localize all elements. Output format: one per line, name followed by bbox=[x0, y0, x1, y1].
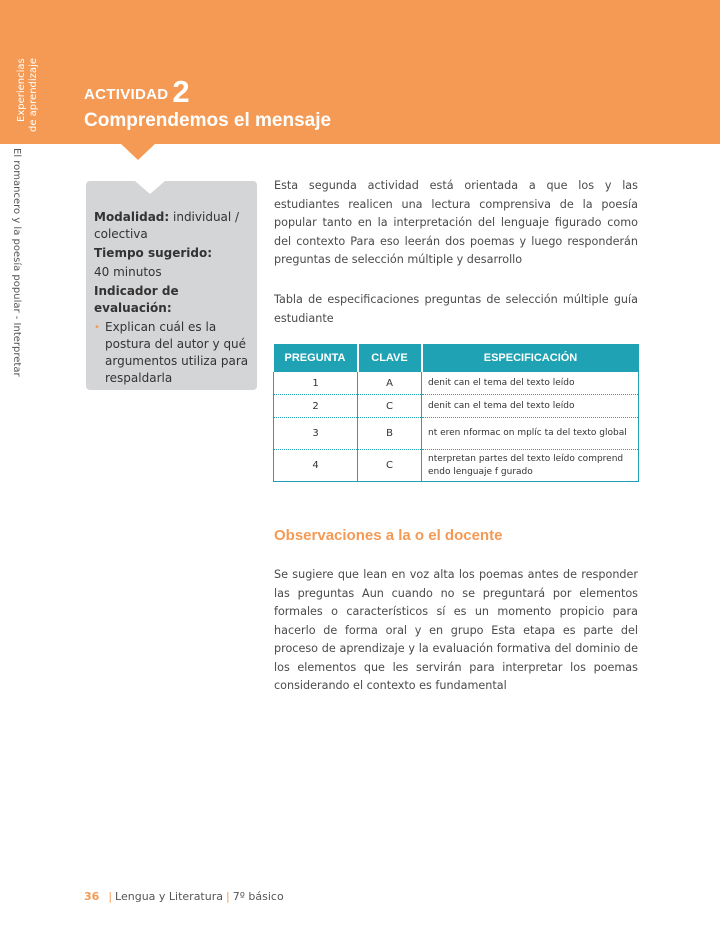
modalidad-value: individual / colectiva bbox=[94, 210, 240, 241]
footer-separator: | bbox=[225, 890, 230, 903]
header-clave: CLAVE bbox=[358, 344, 422, 372]
modalidad-label: Modalidad: bbox=[94, 210, 170, 224]
cell-pregunta: 1 bbox=[274, 372, 358, 395]
observations-title: Observaciones a la o el docente bbox=[274, 527, 503, 544]
indicador-label: Indicador de evaluación: bbox=[94, 284, 179, 315]
cell-pregunta: 2 bbox=[274, 395, 358, 418]
banner-notch bbox=[120, 143, 156, 160]
footer-grade: 7º básico bbox=[232, 890, 284, 903]
footer-separator: | bbox=[108, 890, 113, 903]
bullet-icon: • bbox=[94, 322, 100, 333]
cell-clave: C bbox=[358, 450, 422, 482]
cell-pregunta: 3 bbox=[274, 418, 358, 450]
header-especificacion: ESPECIFICACIÓN bbox=[422, 344, 639, 372]
table-row bbox=[274, 372, 639, 395]
footer bbox=[84, 890, 284, 903]
page-number: 36 bbox=[84, 890, 100, 903]
cell-especificacion: nt eren nformac on mplíc ta del texto global bbox=[422, 418, 639, 450]
modalidad bbox=[94, 209, 254, 243]
info-content bbox=[94, 209, 254, 387]
specification-table bbox=[273, 344, 639, 482]
cell-clave: A bbox=[358, 372, 422, 395]
cell-especificacion: denit can el tema del texto leído bbox=[422, 395, 639, 418]
running-title: El romancero y la poesía popular - Interpretar bbox=[11, 148, 22, 377]
table-row bbox=[274, 418, 639, 450]
table-header-row bbox=[274, 344, 639, 372]
cell-especificacion: nterpretan partes del texto leído comprend endo lenguaje f gurado bbox=[422, 450, 639, 482]
intro-paragraph: Esta segunda actividad está orientada a que los y las estudiantes realicen una lectura comprensiva de la poesía popular tanto en la interpretación del lenguaje figurado como del contexto Para eso leerán dos poemas y luego responderán preguntas de selección múltiple y desarrollo bbox=[274, 179, 638, 266]
cell-clave: C bbox=[358, 395, 422, 418]
info-box bbox=[86, 181, 257, 390]
indicador-item bbox=[94, 319, 254, 387]
activity-number: 2 bbox=[172, 74, 190, 109]
activity-label bbox=[84, 74, 190, 110]
cell-especificacion: denit can el tema del texto leído bbox=[422, 372, 639, 395]
indicador-item-text: Explican cuál es la postura del autor y qué argumentos utiliza para respaldarla bbox=[105, 320, 249, 385]
page-title: Comprendemos el mensaje bbox=[84, 110, 332, 131]
table-row bbox=[274, 450, 639, 482]
tiempo-label: Tiempo sugerido: bbox=[94, 246, 213, 260]
section-tab: Experiencias de aprendizaje bbox=[16, 58, 39, 132]
activity-label-text: ACTIVIDAD bbox=[84, 86, 169, 103]
info-box-notch bbox=[135, 181, 165, 194]
cell-clave: B bbox=[358, 418, 422, 450]
observations-paragraph: Se sugiere que lean en voz alta los poemas antes de responder las preguntas Aun cuando no se preguntará por elementos formales o característicos sí es un momento propicio para hacerlo de forma oral y en grupo Esta etapa es parte del proceso de aprendizaje y la evaluación formativa del dominio de los elementos que les servirán para interpretar los poemas considerando el contexto es fundamental bbox=[274, 568, 638, 692]
footer-subject: Lengua y Literatura bbox=[115, 890, 223, 903]
table-row bbox=[274, 395, 639, 418]
header-pregunta: PREGUNTA bbox=[274, 344, 358, 372]
cell-pregunta: 4 bbox=[274, 450, 358, 482]
tiempo-value: 40 minutos bbox=[94, 265, 162, 279]
table-caption: Tabla de especificaciones preguntas de selección múltiple guía estudiante bbox=[274, 293, 638, 325]
